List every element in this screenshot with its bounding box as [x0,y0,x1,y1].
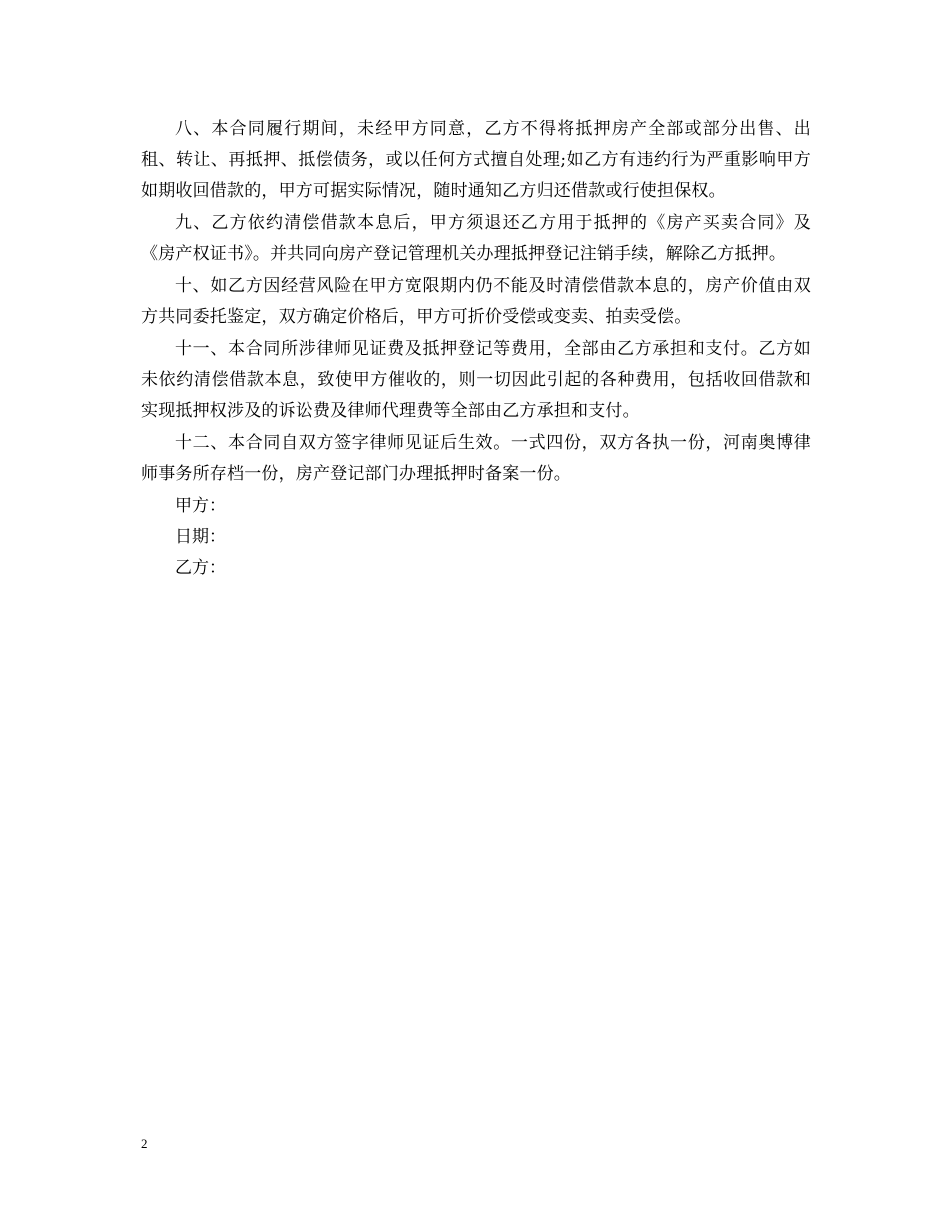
page-number: 2 [141,1136,148,1151]
clause-12: 十二、本合同自双方签字律师见证后生效。一式四份，双方各执一份，河南奥博律师事务所存档一份，房产登记部门办理抵押时备案一份。 [141,433,811,484]
document-body [141,114,811,584]
clause-9: 九、乙方依约清偿借款本息后，甲方须退还乙方用于抵押的《房产买卖合同》及《房产权证书》。并共同向房产登记管理机关办理抵押登记注销手续，解除乙方抵押。 [141,213,811,264]
clause-8: 八、本合同履行期间，未经甲方同意，乙方不得将抵押房产全部或部分出售、出租、转让、再抵押、抵偿债务，或以任何方式擅自处理;如乙方有违约行为严重影响甲方如期收回借款的，甲方可据实际情况，随时通知乙方归还借款或行使担保权。 [141,119,811,201]
clause-10: 十、如乙方因经营风险在甲方宽限期内仍不能及时清偿借款本息的，房产价值由双方共同委托鉴定，双方确定价格后，甲方可折价受偿或变卖、拍卖受偿。 [141,276,811,327]
party-a-label: 甲方： [175,496,226,516]
date-label: 日期： [175,527,226,547]
clause-11: 十一、本合同所涉律师见证费及抵押登记等费用，全部由乙方承担和支付。乙方如未依约清偿借款本息，致使甲方催收的，则一切因此引起的各种费用，包括收回借款和实现抵押权涉及的诉讼费及律师代理费等全部由乙方承担和支付。 [141,339,811,421]
party-b-label: 乙方： [175,558,226,578]
